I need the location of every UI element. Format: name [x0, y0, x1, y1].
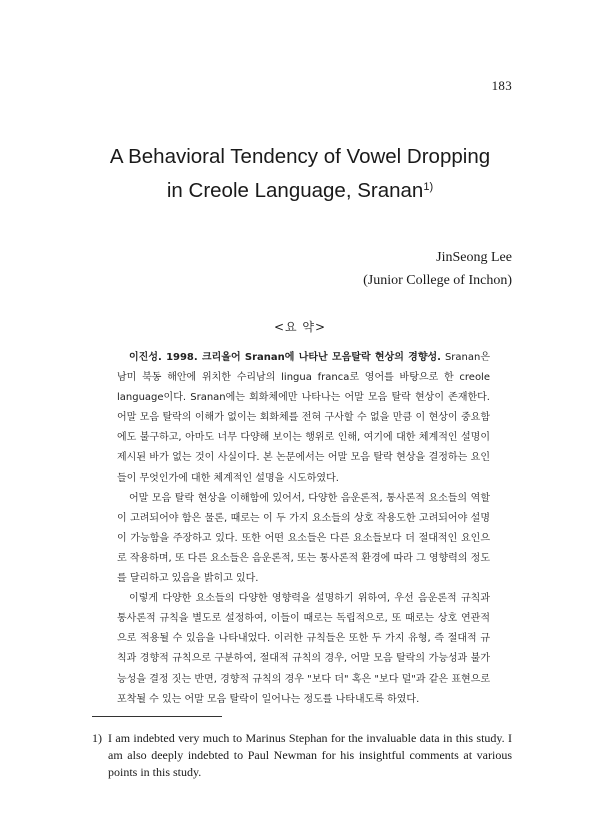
abstract-paragraph: [117, 348, 490, 489]
footnote-divider: [92, 716, 222, 717]
title-footnote-ref: 1): [423, 181, 434, 193]
title-line-2: [0, 172, 600, 206]
page-number: 183: [491, 78, 512, 93]
author-name: JinSeong Lee: [436, 250, 512, 265]
abstract-body: [117, 348, 490, 710]
footnote-text: I am indebted very much to Marinus Stephan for the invaluable data in this study. I am also deeply indebted to Paul Newman for his insightful comments at various points in this study.: [108, 731, 512, 779]
title-line-2-text: in Creole Language, Sranan: [166, 179, 424, 202]
author-affiliation: (Junior College of Inchon): [363, 273, 512, 288]
footnote: [92, 730, 512, 781]
abstract-paragraph: 어말 모음 탈락 현상을 이해함에 있어서, 다양한 음운론적, 통사론적 요소들의 역할이 고려되어야 함은 물론, 때로는 이 두 가지 요소들의 상호 작용도한 고려되어야 설명이 가능함을 주장하고 있다. 또한 어떤 요소들은 다른 요소들보다 더 절대적인 요인으로 작용하며, 또 다른 요소들은 음운론적, 또는 통사론적 환경에 따라 그 영향력의 정도를 달리하고 있음을 밝히고 있다.: [117, 492, 490, 585]
abstract-paragraph-1-text: Sranan은 남미 북동 해안에 위치한 수리남의 lingua franca로 영어를 바탕으로 한 creole language이다. Sranan에는 회화체에만 나타나는 어말 모음 탈락 현상이 존재한다. 어말 모음 탈락의 이해가 없이는 회화체를 전혀 구사할 수 없을 만큼 이 현상이 중요함에도 불구하고, 아마도 너무 다양해 보이는 행위로 인해, 여기에 대한 체계적인 설명이 제시된 바가 없는 것이 사실이다. 본 논문에서는 어말 모음 탈락 현상을 결정하는 요인들이 무엇인가에 대한 체계적인 설명을 시도하였다.: [117, 352, 490, 484]
paper-title: [0, 142, 600, 206]
abstract-citation-lead: 이진성. 1998. 크리올어 Sranan에 나타난 모음탈락 현상의 경향성.: [129, 352, 441, 363]
abstract-paragraph: 이렇게 다양한 요소들의 다양한 영향력을 설명하기 위하여, 우선 음운론적 규칙과 통사론적 규칙을 별도로 설정하여, 이들이 때로는 독립적으로, 또 때로는 상호 연관적으로 적용될 수 있음을 나타내었다. 이러한 규칙들은 또한 두 가지 유형, 즉 절대적 규칙과 경향적 규칙으로 구분하여, 절대적 규칙의 경우, 어말 모음 탈락의 가능성과 불가능성을 결정 짓는 반면, 경향적 규칙의 경우 "보다 더" 혹은 "보다 덜"과 같은 표현으로 포착될 수 있는 어말 모음 탈락이 일어나는 정도를 나타내도록 하였다.: [117, 593, 490, 705]
title-line-1: A Behavioral Tendency of Vowel Dropping: [109, 145, 491, 168]
author-block: [363, 246, 512, 292]
abstract-heading: <요 약>: [273, 320, 327, 334]
footnote-number: 1): [92, 731, 102, 745]
